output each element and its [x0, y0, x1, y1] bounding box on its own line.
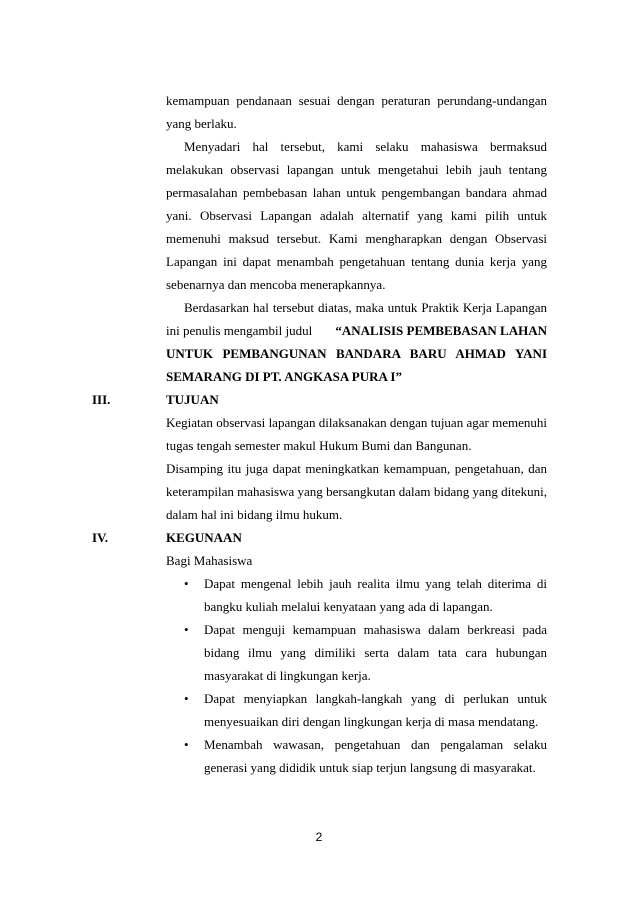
- bullet-icon: •: [184, 622, 189, 637]
- text-line: sebenarnya dan mencoba menerapkannya.: [166, 277, 386, 292]
- text-line: dalam hal ini bidang ilmu hukum.: [166, 507, 343, 522]
- list-item-line: bangku kuliah melalui kenyataan yang ada di lapangan.: [204, 599, 493, 614]
- list-item-line: Dapat menyiapkan langkah-langkah yang di perlukan untuk: [204, 691, 547, 706]
- text-line: tugas tengah semester makul Hukum Bumi dan Bangunan.: [166, 438, 472, 453]
- text-segment: ini penulis mengambil judul: [166, 323, 313, 338]
- bullet-icon: •: [184, 737, 189, 752]
- report-title-start: “ANALISIS PEMBEBASAN LAHAN: [335, 323, 547, 338]
- report-title-line: SEMARANG DI PT. ANGKASA PURA I”: [166, 369, 402, 384]
- section-number: III.: [92, 392, 111, 407]
- list-item-line: generasi yang dididik untuk siap terjun langsung di masyarakat.: [204, 760, 536, 775]
- bullet-icon: •: [184, 691, 189, 706]
- section-number: IV.: [92, 530, 109, 545]
- text-line: Disamping itu juga dapat meningkatkan kemampuan, pengetahuan, dan: [166, 461, 547, 476]
- text-line: [166, 323, 547, 339]
- section-heading: KEGUNAAN: [166, 530, 242, 545]
- page-number: 2: [315, 830, 323, 844]
- text-line: Berdasarkan hal tersebut diatas, maka untuk Praktik Kerja Lapangan: [184, 300, 547, 315]
- text-line: Kegiatan observasi lapangan dilaksanakan dengan tujuan agar memenuhi: [166, 415, 547, 430]
- text-line: yani. Observasi Lapangan adalah alternatif yang kami pilih untuk: [166, 208, 547, 223]
- text-line: memenuhi maksud tersebut. Kami mengharapkan dengan Observasi: [166, 231, 547, 246]
- list-item-line: bidang ilmu yang dimiliki serta dalam tata cara hubungan: [204, 645, 547, 660]
- list-item-line: masyarakat di lingkungan kerja.: [204, 668, 371, 683]
- text-line: melakukan observasi lapangan untuk mengetahui lebih jauh tentang: [166, 162, 547, 177]
- list-item-line: Menambah wawasan, pengetahuan dan pengalaman selaku: [204, 737, 547, 752]
- bullet-icon: •: [184, 576, 189, 591]
- list-item-line: menyesuaikan diri dengan lingkungan kerja di masa mendatang.: [204, 714, 539, 729]
- text-line: permasalahan pembebasan lahan untuk pengembangan bandara ahmad: [166, 185, 547, 200]
- report-title-line: UNTUK PEMBANGUNAN BANDARA BARU AHMAD YANI: [166, 346, 547, 361]
- text-line: Lapangan ini dapat menambah pengetahuan tentang dunia kerja yang: [166, 254, 547, 269]
- list-item-line: Dapat mengenal lebih jauh realita ilmu yang telah diterima di: [204, 576, 547, 591]
- list-item-line: Dapat menguji kemampuan mahasiswa dalam berkreasi pada: [204, 622, 547, 637]
- text-line: yang berlaku.: [166, 116, 237, 131]
- subheading: Bagi Mahasiswa: [166, 553, 253, 568]
- text-line: Menyadari hal tersebut, kami selaku mahasiswa bermaksud: [184, 139, 547, 154]
- text-line: keterampilan mahasiswa yang bersangkutan dalam bidang yang ditekuni,: [166, 484, 547, 499]
- section-heading: TUJUAN: [166, 392, 219, 407]
- text-line: kemampuan pendanaan sesuai dengan peraturan perundang-undangan: [166, 93, 547, 108]
